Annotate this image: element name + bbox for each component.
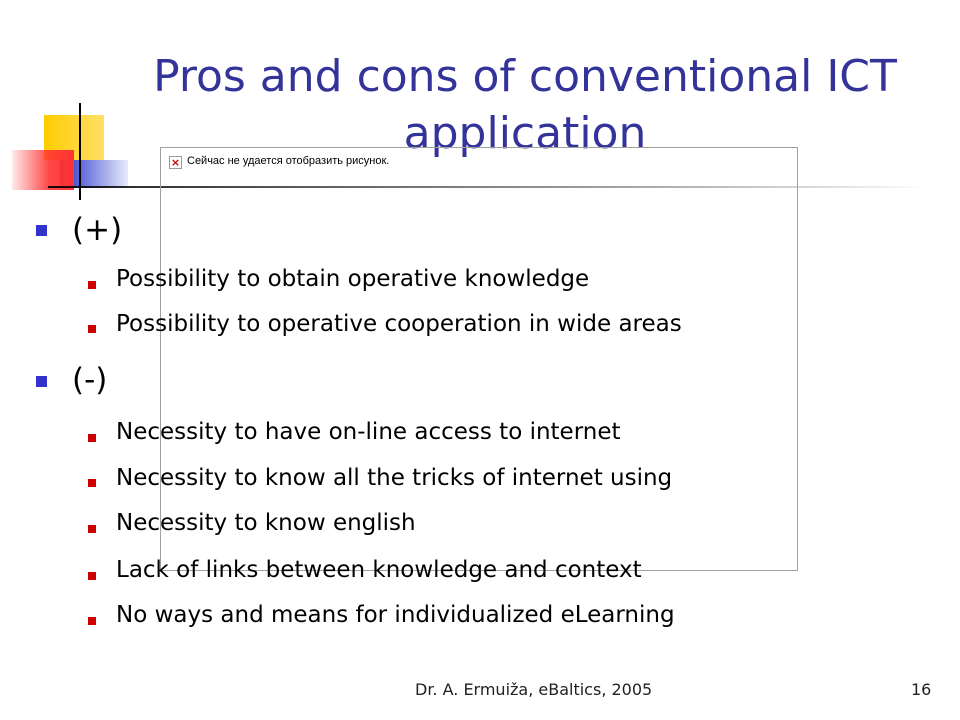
list-item: Lack of links between knowledge and context	[116, 557, 642, 583]
bullet-icon	[88, 434, 96, 442]
bullet-icon	[88, 281, 96, 289]
pros-heading: (+)	[72, 212, 123, 248]
list-item: Necessity to know all the tricks of internet using	[116, 465, 673, 491]
list-item: Possibility to operative cooperation in wide areas	[116, 311, 682, 337]
bullet-icon	[36, 225, 47, 236]
red-square	[12, 150, 74, 190]
list-item: Possibility to obtain operative knowledge	[116, 266, 590, 292]
bullet-icon	[88, 617, 96, 625]
page-number: 16	[911, 680, 932, 699]
list-item: Necessity to know english	[116, 510, 416, 536]
image-alt-text: Сейчас не удается отобразить рисунок.	[187, 155, 390, 167]
footer-author: Dr. A. Ermuiža, eBaltics, 2005	[415, 680, 653, 699]
cons-heading: (-)	[72, 362, 108, 398]
bullet-icon	[88, 525, 96, 533]
bullet-icon	[88, 325, 96, 333]
bullet-icon	[88, 479, 96, 487]
bullet-icon	[88, 572, 96, 580]
list-item: Necessity to have on-line access to internet	[116, 419, 621, 445]
slide-title: Pros and cons of conventional ICT application	[153, 51, 897, 159]
broken-image-icon: ×	[170, 156, 181, 169]
list-item: No ways and means for individualized eLearning	[116, 602, 675, 628]
bullet-icon	[36, 376, 47, 387]
